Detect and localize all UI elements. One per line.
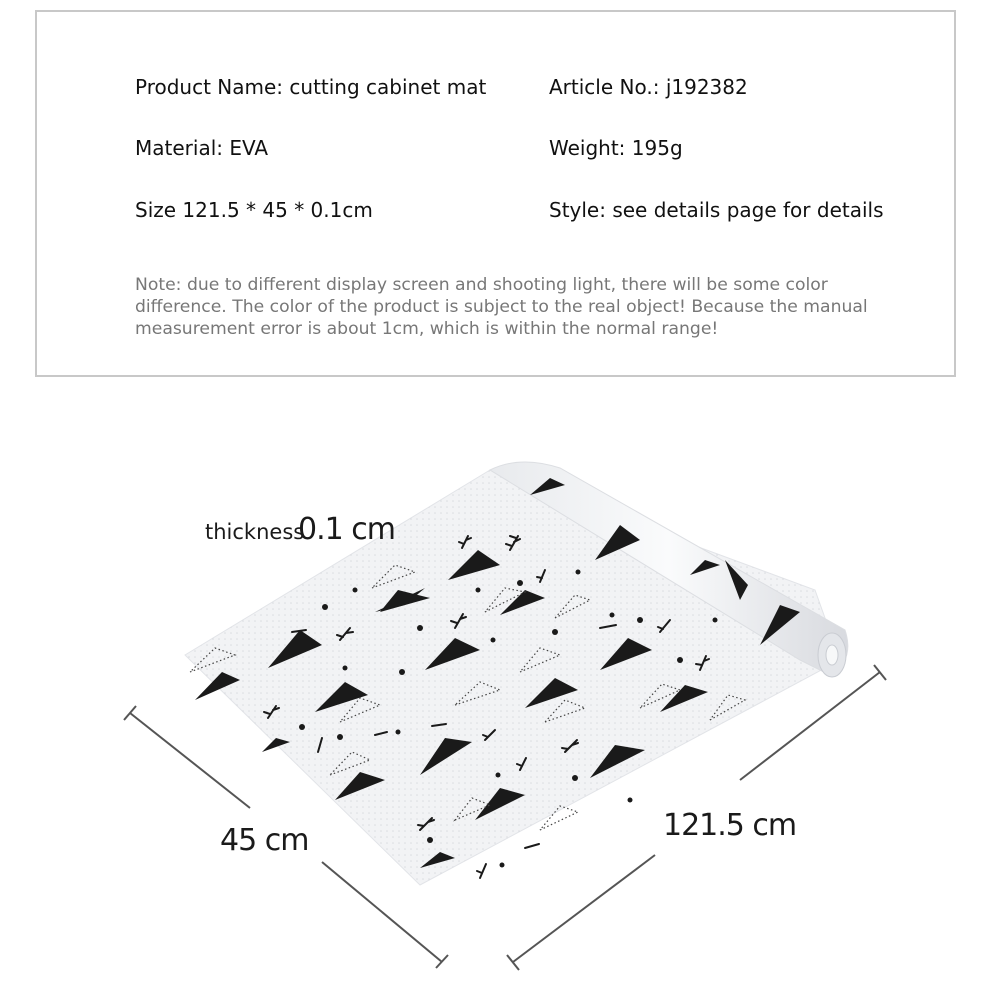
thickness-label: thickness — [205, 520, 305, 544]
spec-panel — [35, 10, 956, 377]
thickness-value: 0.1 cm — [298, 512, 395, 547]
size: Size 121.5 * 45 * 0.1cm — [135, 198, 373, 222]
style: Style: see details page for details — [549, 198, 884, 222]
article-number: Article No.: j192382 — [549, 75, 748, 99]
weight: Weight: 195g — [549, 136, 683, 160]
material: Material: EVA — [135, 136, 269, 160]
width-label: 45 cm — [220, 823, 309, 858]
product-name: Product Name: cutting cabinet mat — [135, 75, 487, 99]
length-label: 121.5 cm — [663, 808, 797, 843]
product-photo — [0, 400, 1000, 1000]
disclaimer-note: Note: due to different display screen and shooting light, there will be some color difference. The color of the product is subject to the real object! Because the manual measurement error is about 1cm, which is within the normal range! — [135, 275, 868, 339]
